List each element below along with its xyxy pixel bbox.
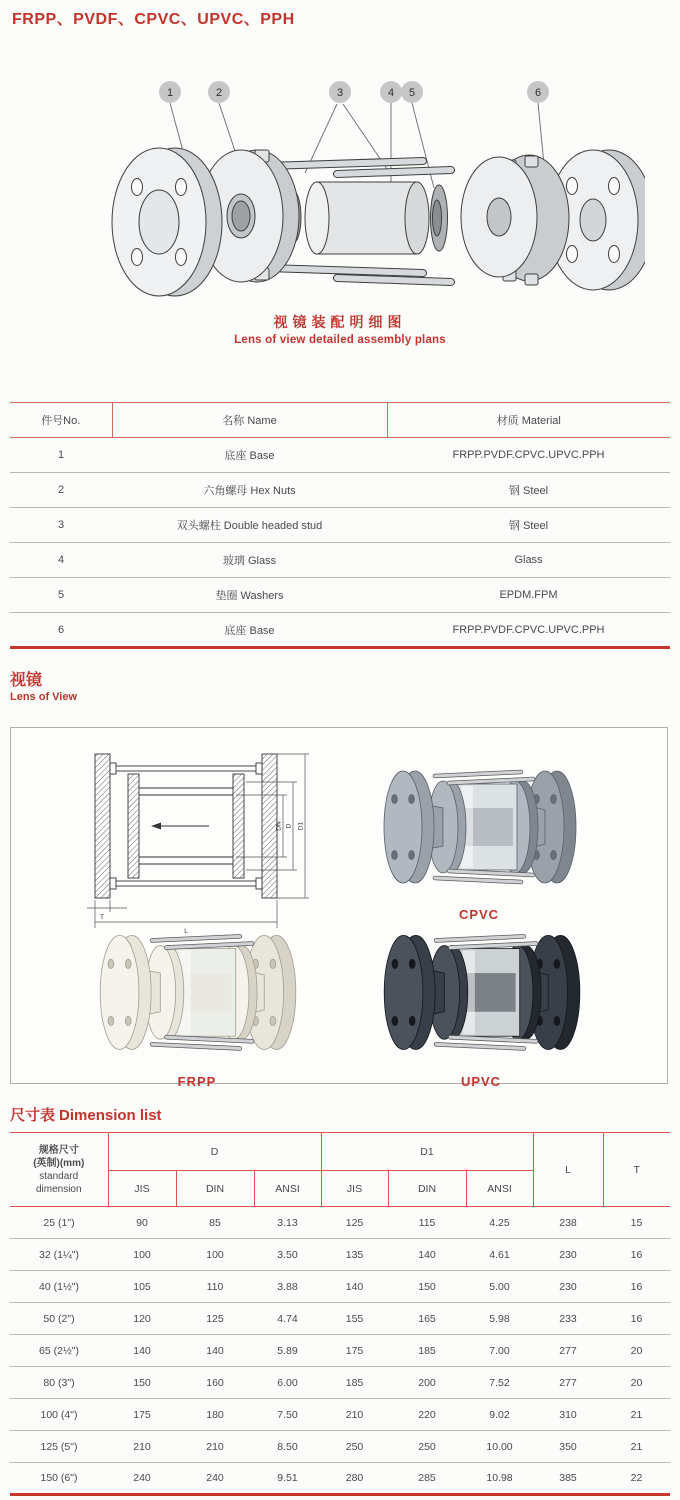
cell: 65 (2½"): [10, 1335, 108, 1367]
spec-line: standard: [39, 1170, 79, 1182]
svg-text:1: 1: [166, 87, 174, 99]
cell: 100 (4"): [10, 1399, 108, 1431]
part-no: 3: [10, 508, 112, 543]
lens-section-drawing: [81, 742, 323, 936]
part-material: EPDM.FPM: [387, 578, 670, 613]
cpvc-sight-glass-image: [373, 752, 585, 902]
upvc-sight-glass-image: [373, 916, 589, 1069]
product-photo-frpp: [89, 916, 305, 1089]
cell: 238: [533, 1207, 603, 1239]
cell: 230: [533, 1271, 603, 1303]
col-group-d: D: [108, 1133, 321, 1171]
product-label-cpvc: CPVC: [458, 907, 500, 922]
cell: 5.98: [466, 1303, 533, 1335]
cell: 120: [108, 1303, 176, 1335]
col-header-no: 件号No.: [10, 403, 112, 438]
cell: 140: [321, 1271, 388, 1303]
cell: 100: [176, 1239, 254, 1271]
product-photo-cpvc: [373, 752, 585, 922]
part-name: 底座 Base: [112, 613, 387, 648]
part-no: 1: [10, 438, 112, 473]
part-no: 5: [10, 578, 112, 613]
cell: 210: [321, 1399, 388, 1431]
spec-line: dimension: [35, 1183, 82, 1195]
part-material: 钢 Steel: [387, 508, 670, 543]
dimension-title-en: Dimension list: [59, 1107, 162, 1124]
part-no: 4: [10, 543, 112, 578]
cell: 155: [321, 1303, 388, 1335]
callout-6: [527, 81, 549, 103]
lens-section-header: [10, 667, 77, 703]
cell: 105: [108, 1271, 176, 1303]
svg-text:3: 3: [336, 87, 344, 99]
assembly-caption-zh: 视镜装配明细图: [273, 314, 407, 330]
cell: 280: [321, 1463, 388, 1495]
table-row: [10, 613, 670, 648]
table-row: [10, 1207, 670, 1239]
svg-text:4: 4: [387, 87, 395, 99]
cell: 140: [176, 1335, 254, 1367]
dim-header-row-1: [10, 1133, 670, 1171]
svg-text:2: 2: [215, 87, 223, 99]
spec-line: 规格尺寸: [38, 1144, 79, 1156]
cell: 3.13: [254, 1207, 321, 1239]
dim-label-l: L: [184, 928, 188, 935]
cell: 21: [603, 1399, 670, 1431]
cell: 165: [388, 1303, 466, 1335]
parts-table: [10, 402, 670, 649]
lens-products-box: [10, 727, 668, 1089]
cell: 7.50: [254, 1399, 321, 1431]
cell: 9.51: [254, 1463, 321, 1495]
cell: 9.02: [466, 1399, 533, 1431]
table-row: [10, 543, 670, 578]
part-no: 6: [10, 613, 112, 648]
product-label-upvc: UPVC: [460, 1073, 502, 1089]
cell: 50 (2"): [10, 1303, 108, 1335]
flow-arrow: [151, 823, 209, 830]
cell: 21: [603, 1431, 670, 1463]
dim-label-t: T: [100, 914, 104, 921]
table-row: [10, 1463, 670, 1495]
cell: 3.50: [254, 1239, 321, 1271]
table-row: [10, 1335, 670, 1367]
cell: 310: [533, 1399, 603, 1431]
callout-5: [401, 81, 423, 103]
table-row: [10, 1431, 670, 1463]
cell: 285: [388, 1463, 466, 1495]
cell: 85: [176, 1207, 254, 1239]
cell: 277: [533, 1367, 603, 1399]
cell: 4.74: [254, 1303, 321, 1335]
dim-label-d: D: [285, 823, 293, 829]
cell: 200: [388, 1367, 466, 1399]
svg-text:6: 6: [534, 87, 542, 99]
cell: 160: [176, 1367, 254, 1399]
cell: 175: [321, 1335, 388, 1367]
sub-header-ansi: ANSI: [466, 1171, 533, 1207]
part-no: 2: [10, 473, 112, 508]
cell: 20: [603, 1367, 670, 1399]
cell: 230: [533, 1239, 603, 1271]
callout-2: [208, 81, 230, 103]
col-header-t: T: [603, 1133, 670, 1207]
cell: 4.25: [466, 1207, 533, 1239]
cell: 277: [533, 1335, 603, 1367]
page-title: FRPP、PVDF、CPVC、UPVC、PPH: [12, 11, 295, 28]
table-row: [10, 1367, 670, 1399]
cell: 5.00: [466, 1271, 533, 1303]
dimension-title-zh: 尺寸表: [10, 1107, 56, 1124]
table-row: [10, 438, 670, 473]
cell: 210: [108, 1431, 176, 1463]
cell: 110: [176, 1271, 254, 1303]
part-material: FRPP.PVDF.CPVC.UPVC.PPH: [387, 613, 670, 648]
washer: [431, 185, 448, 251]
cell: 210: [176, 1431, 254, 1463]
cell: 150: [388, 1271, 466, 1303]
part-material: 钢 Steel: [387, 473, 670, 508]
cell: 90: [108, 1207, 176, 1239]
callout-3: [329, 81, 351, 103]
cell: 20: [603, 1335, 670, 1367]
col-header-material: 材质 Material: [387, 403, 670, 438]
cell: 175: [108, 1399, 176, 1431]
cell: 185: [321, 1367, 388, 1399]
col-header-spec: [10, 1133, 108, 1207]
cell: 135: [321, 1239, 388, 1271]
cell: 40 (1½"): [10, 1271, 108, 1303]
table-row: [10, 473, 670, 508]
table-row: [10, 1303, 670, 1335]
frpp-sight-glass-image: [89, 916, 305, 1069]
svg-text:5: 5: [408, 87, 416, 99]
cell: 22: [603, 1463, 670, 1495]
table-row: [10, 1239, 670, 1271]
cell: 4.61: [466, 1239, 533, 1271]
part-name: 双头螺柱 Double headed stud: [112, 508, 387, 543]
cell: 16: [603, 1239, 670, 1271]
cell: 250: [321, 1431, 388, 1463]
product-label-frpp: FRPP: [177, 1073, 217, 1089]
assembly-caption: [0, 312, 680, 346]
cell: 10.00: [466, 1431, 533, 1463]
cell: 125 (5"): [10, 1431, 108, 1463]
dim-label-d1: D1: [297, 821, 305, 831]
dim-label-dn: DN: [275, 821, 283, 831]
cell: 16: [603, 1271, 670, 1303]
table-row: [10, 1271, 670, 1303]
col-header-l: L: [533, 1133, 603, 1207]
cell: 6.00: [254, 1367, 321, 1399]
table-row: [10, 578, 670, 613]
cell: 8.50: [254, 1431, 321, 1463]
sub-header-ansi: ANSI: [254, 1171, 321, 1207]
cell: 16: [603, 1303, 670, 1335]
part-name: 六角螺母 Hex Nuts: [112, 473, 387, 508]
part-name: 玻璃 Glass: [112, 543, 387, 578]
table-row: [10, 508, 670, 543]
lens-title-en: Lens of View: [10, 691, 78, 703]
sub-header-din: DIN: [176, 1171, 254, 1207]
cell: 140: [108, 1335, 176, 1367]
cell: 180: [176, 1399, 254, 1431]
cell: 250: [388, 1431, 466, 1463]
cell: 25 (1"): [10, 1207, 108, 1239]
cell: 385: [533, 1463, 603, 1495]
cell: 80 (3"): [10, 1367, 108, 1399]
callout-1: [159, 81, 181, 103]
spec-line: (英制)(mm): [33, 1157, 85, 1169]
part-name: 底座 Base: [112, 438, 387, 473]
cell: 240: [108, 1463, 176, 1495]
cell: 220: [388, 1399, 466, 1431]
cell: 350: [533, 1431, 603, 1463]
cell: 125: [321, 1207, 388, 1239]
cell: 150: [108, 1367, 176, 1399]
cell: 100: [108, 1239, 176, 1271]
cell: 3.88: [254, 1271, 321, 1303]
cell: 240: [176, 1463, 254, 1495]
cell: 7.52: [466, 1367, 533, 1399]
col-header-name: 名称 Name: [112, 403, 387, 438]
product-photo-upvc: [373, 916, 589, 1089]
cell: 140: [388, 1239, 466, 1271]
cell: 15: [603, 1207, 670, 1239]
cell: 32 (1¼"): [10, 1239, 108, 1271]
cell: 7.00: [466, 1335, 533, 1367]
lens-title-zh: 视镜: [10, 672, 43, 689]
cell: 10.98: [466, 1463, 533, 1495]
part-material: FRPP.PVDF.CPVC.UPVC.PPH: [387, 438, 670, 473]
cell: 115: [388, 1207, 466, 1239]
callout-4: [380, 81, 402, 103]
sub-header-jis: JIS: [321, 1171, 388, 1207]
part-name: 垫圈 Washers: [112, 578, 387, 613]
cell: 150 (6"): [10, 1463, 108, 1495]
cell: 5.89: [254, 1335, 321, 1367]
glass-cylinder: [305, 182, 429, 254]
cell: 125: [176, 1303, 254, 1335]
part-material: Glass: [387, 543, 670, 578]
assembly-exploded-drawing: [85, 70, 645, 320]
inner-flange-right: [461, 155, 569, 285]
base-flange-left: [112, 148, 222, 296]
cell: 233: [533, 1303, 603, 1335]
sub-header-jis: JIS: [108, 1171, 176, 1207]
dimension-table: [10, 1132, 670, 1496]
col-group-d1: D1: [321, 1133, 533, 1171]
callouts: [159, 81, 549, 103]
cell: 185: [388, 1335, 466, 1367]
sub-header-din: DIN: [388, 1171, 466, 1207]
parts-table-header-row: [10, 403, 670, 438]
table-row: [10, 1399, 670, 1431]
assembly-caption-en: Lens of view detailed assembly plans: [234, 334, 446, 346]
dimension-list-title: [10, 1104, 162, 1125]
